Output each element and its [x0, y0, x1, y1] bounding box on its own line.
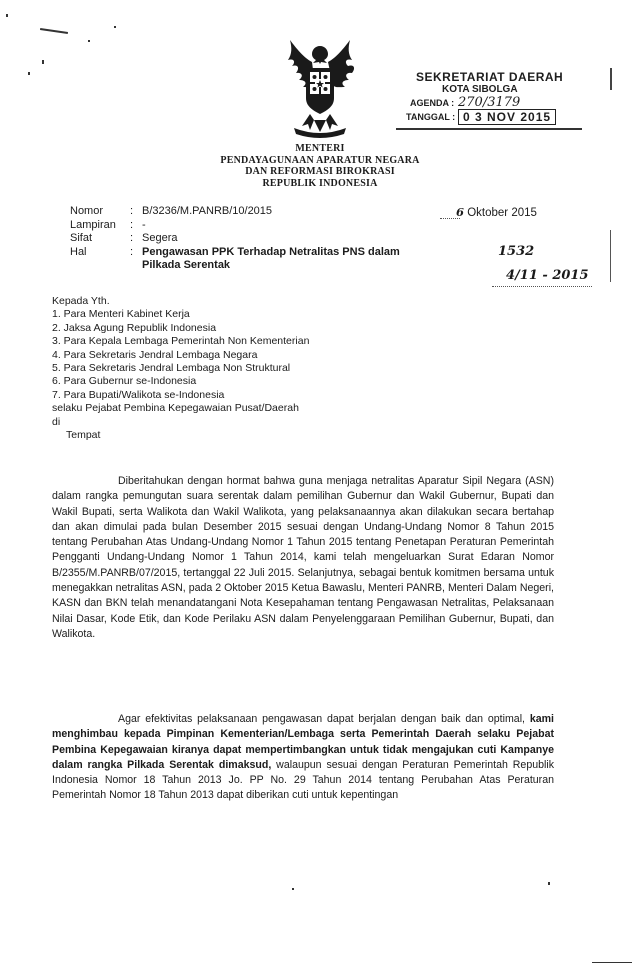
- scan-speck: [88, 40, 90, 42]
- stamp-mark: [610, 68, 612, 90]
- handwriting-dots: [492, 286, 592, 287]
- heading-line: PENDAYAGUNAAN APARATUR NEGARA: [220, 154, 420, 166]
- recipient-item: 5. Para Sekretaris Jendral Lembaga Non Struktural: [52, 362, 291, 375]
- stamp-date-label: TANGGAL :: [406, 112, 456, 122]
- scan-speck: [292, 888, 294, 890]
- heading-line: MENTERI: [295, 143, 345, 154]
- handwritten-date: 4/11 - 2015: [506, 268, 589, 283]
- body-paragraph-1: [52, 474, 554, 642]
- date-month-year: Oktober 2015: [467, 207, 537, 219]
- recipient-item: 7. Para Bupati/Walikota se-Indonesia: [52, 388, 225, 401]
- scan-speck: [548, 882, 550, 885]
- sifat-value: Segera: [142, 232, 178, 244]
- hal-value-cont: Pilkada Serentak: [142, 259, 231, 271]
- paragraph-2-emphasis: kami menghimbau kepada Pimpinan Kementerian/Lembaga serta Pemerintah Daerah selaku Pejabat Pembina Kepegawaian kiranya dapat mempertimbangkan untuk tidak mengajukan cuti Kampanye dalam rangka Pilkada Serentak dimaksud,: [52, 713, 554, 771]
- paragraph-2-start: Agar efektivitas pelaksanaan pengawasan dapat berjalan dengan baik dan optimal,: [118, 713, 530, 725]
- body-paragraph-2: [52, 712, 554, 804]
- ministry-heading: [160, 143, 480, 189]
- recipients-tempat: Tempat: [66, 429, 101, 442]
- recipient-item: 6. Para Gubernur se-Indonesia: [52, 375, 197, 388]
- stamp-divider: [396, 128, 582, 130]
- stamp-agenda-value: 270/3179: [458, 95, 521, 110]
- letter-date: [456, 205, 537, 219]
- scan-speck: [592, 962, 632, 963]
- garuda-emblem-icon: [268, 38, 372, 142]
- scan-speck: [114, 26, 116, 28]
- scan-speck: [6, 14, 8, 17]
- hal-label: Hal: [70, 245, 87, 258]
- recipients-closing: selaku Pejabat Pembina Kepegawaian Pusat/Daerah: [52, 402, 299, 415]
- sifat-label: Sifat: [70, 232, 93, 244]
- stamp-city: KOTA SIBOLGA: [442, 84, 518, 95]
- stamp-date-value: 0 3 NOV 2015: [458, 109, 556, 125]
- letter-meta: Nomor : B/3236/M.PANRB/10/2015 Lampiran : - Sifat : Segera Hal : Pengawasan PPK Terhadap Netralitas PNS dalam Pilkada Serentak: [70, 205, 400, 271]
- stamp-institution: SEKRETARIAT DAERAH: [416, 70, 564, 84]
- recipients-intro: Kepada Yth.: [52, 295, 110, 307]
- recipient-item: 3. Para Kepala Lembaga Pemerintah Non Kementerian: [52, 335, 310, 348]
- lampiran-label: Lampiran: [70, 218, 116, 231]
- scan-speck: [42, 60, 44, 64]
- lampiran-value: -: [142, 218, 146, 231]
- receipt-stamp: [396, 68, 612, 130]
- nomor-value: B/3236/M.PANRB/10/2015: [142, 205, 273, 217]
- heading-line: DAN REFORMASI BIROKRASI: [245, 166, 395, 177]
- paragraph-2-end: walaupun sesuai dengan Peraturan Pemerintah Republik Indonesia Nomor 18 Tahun 2013 Jo. PP No. 29 Tahun 2014 tentang Perubahan Atas Peraturan Pemerintah Nomor 18 Tahun 2013 dapat diberikan cuti untuk kepentingan: [52, 758, 554, 802]
- recipients-di: di: [52, 415, 61, 428]
- scan-speck: [28, 72, 30, 75]
- date-day: 6: [456, 205, 465, 219]
- hal-value: Pengawasan PPK Terhadap Netralitas PNS dalam: [142, 245, 400, 258]
- heading-line: REPUBLIK INDONESIA: [262, 177, 378, 189]
- recipients-block: [52, 295, 309, 442]
- stamp-agenda-label: AGENDA :: [410, 98, 455, 108]
- recipient-item: 2. Jaksa Agung Republik Indonesia: [52, 321, 217, 334]
- recipient-item: 4. Para Sekretaris Jendral Lembaga Negara: [52, 348, 258, 361]
- ink-mark: [610, 230, 611, 282]
- paragraph-1-text: Diberitahukan dengan hormat bahwa guna menjaga netralitas Aparatur Sipil Negara (ASN) dalam rangka pemungutan suara serentak dalam pemilihan Gubernur dan Wakil Gubernur, Bupati dan Wakil Bupati, serta Walikota dan Wakil Walikota, yang pelaksanaannya akan dilakukan secara bertahap dan akan dimulai pada bulan Desember 2015 sesuai dengan Undang-Undang Nomor 8 Tahun 2015 tentang Perubahan Atas Undang-Undang Nomor 1 Tahun 2015 tentang Penetapan Peraturan Pemerintah Pengganti Undang-Undang Nomor 1 Tahun 2014, kami telah mengeluarkan Surat Edaran Nomor B/2355/M.PANRB/07/2015, tertanggal 22 Juli 2015. Selanjutnya, sebagai bentuk komitmen bersama untuk menegakkan netralitas ASN, pada 2 Oktober 2015 Ketua Bawaslu, Menteri PANRB, Menteri Dalam Negeri, KASN dan BKN telah menandatangani Nota Kesepahaman tentang Pengawasan Netralitas, Pelaksanaan Nilai Dasar, Kode Etik, dan Kode Perilaku ASN dalam Penyelenggaraan Pemilihan Gubernur, Bupati, dan Walikota.: [52, 475, 554, 640]
- recipient-item: 1. Para Menteri Kabinet Kerja: [52, 308, 190, 321]
- handwritten-number: 1532: [498, 244, 535, 259]
- scan-speck: [40, 28, 68, 34]
- nomor-label: Nomor: [70, 205, 104, 217]
